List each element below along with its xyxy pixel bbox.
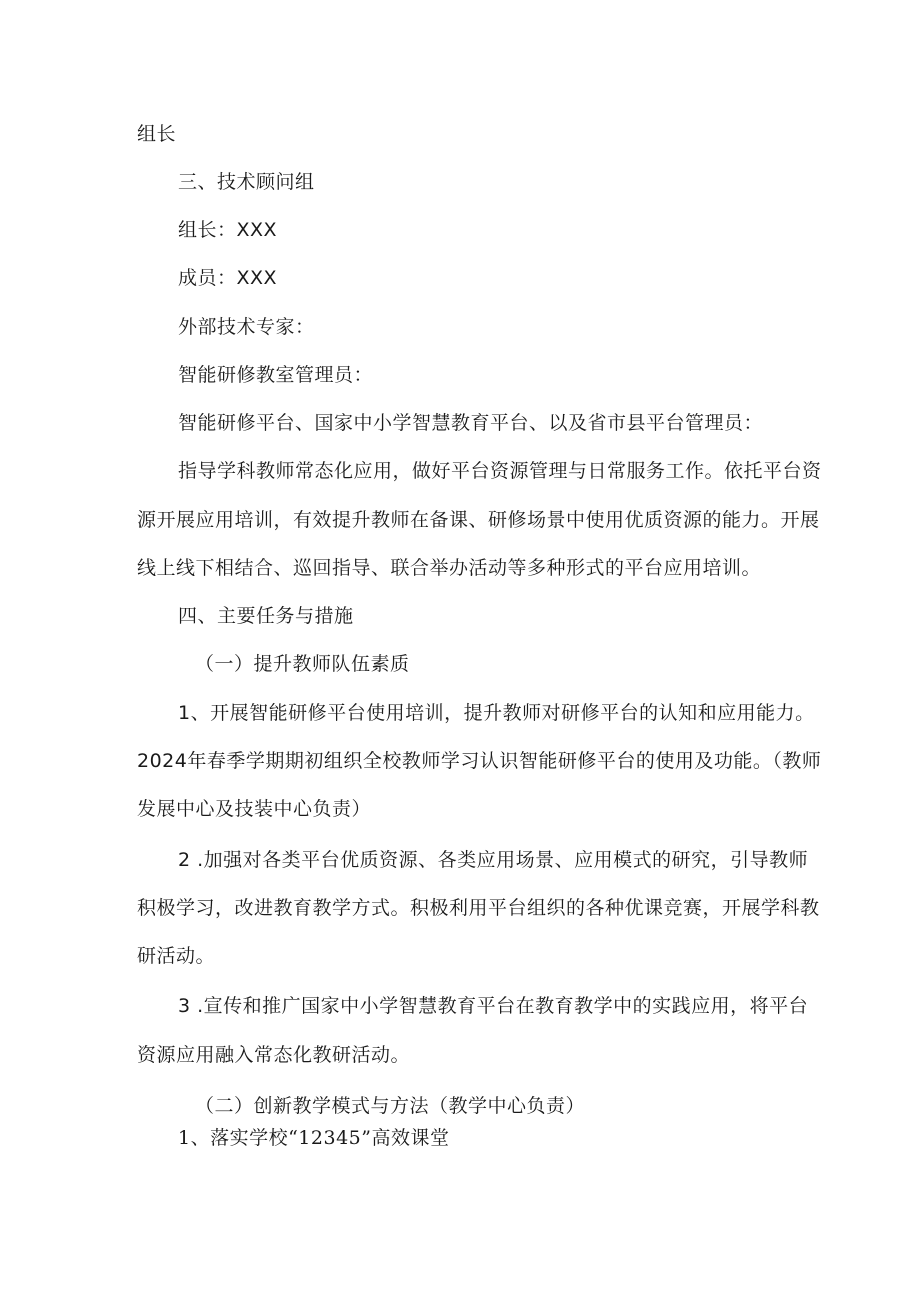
item-3-line-2: 资源应用融入常态化教研活动。 xyxy=(137,1044,411,1066)
subsection-heading-teacher-quality: （一）提升教师队伍素质 xyxy=(195,653,410,675)
item-1-line-3: 发展中心及技装中心负责） xyxy=(137,798,372,820)
text-line-platform-admins: 智能研修平台、国家中小学智慧教育平台、以及省市县平台管理员： xyxy=(178,412,764,434)
text-line-classroom-admin: 智能研修教室管理员： xyxy=(178,364,374,386)
paragraph-line-1: 指导学科教师常态化应用，做好平台资源管理与日常服务工作。依托平台资 xyxy=(178,460,822,482)
paragraph-line-3: 线上线下相结合、巡回指导、联合举办活动等多种形式的平台应用培训。 xyxy=(137,557,762,579)
paragraph-line-2: 源开展应用培训，有效提升教师在备课、研修场景中使用优质资源的能力。开展 xyxy=(137,509,820,531)
item-1-line-1: 1、开展智能研修平台使用培训，提升教师对研修平台的认知和应用能力。 xyxy=(178,702,815,724)
item-2-line-3: 研活动。 xyxy=(137,945,216,967)
text-line-external-experts: 外部技术专家： xyxy=(178,316,315,338)
item-2-line-2: 积极学习，改进教育教学方式。积极利用平台组织的各种优课竞赛，开展学科教 xyxy=(137,897,820,919)
text-line-members: 成员：XXX xyxy=(178,267,278,289)
text-line-group-leader-cont: 组长 xyxy=(137,123,177,145)
section-heading-tech-advisors: 三、技术顾问组 xyxy=(178,171,315,193)
text-line-leader: 组长：XXX xyxy=(178,219,278,241)
subsection-heading-teaching-innovation: （二）创新教学模式与方法（教学中心负责） xyxy=(195,1095,586,1117)
section-heading-main-tasks: 四、主要任务与措施 xyxy=(178,605,354,627)
item-heading-efficient-classroom: 1、落实学校“12345”高效课堂 xyxy=(178,1127,450,1149)
item-3-line-1: 3 .宣传和推广国家中小学智慧教育平台在教育教学中的实践应用，将平台 xyxy=(178,995,809,1017)
item-2-line-1: 2 .加强对各类平台优质资源、各类应用场景、应用模式的研究，引导教师 xyxy=(178,849,809,871)
item-1-line-2: 2024年春季学期期初组织全校教师学习认识智能研修平台的使用及功能。（教师 xyxy=(137,750,822,772)
